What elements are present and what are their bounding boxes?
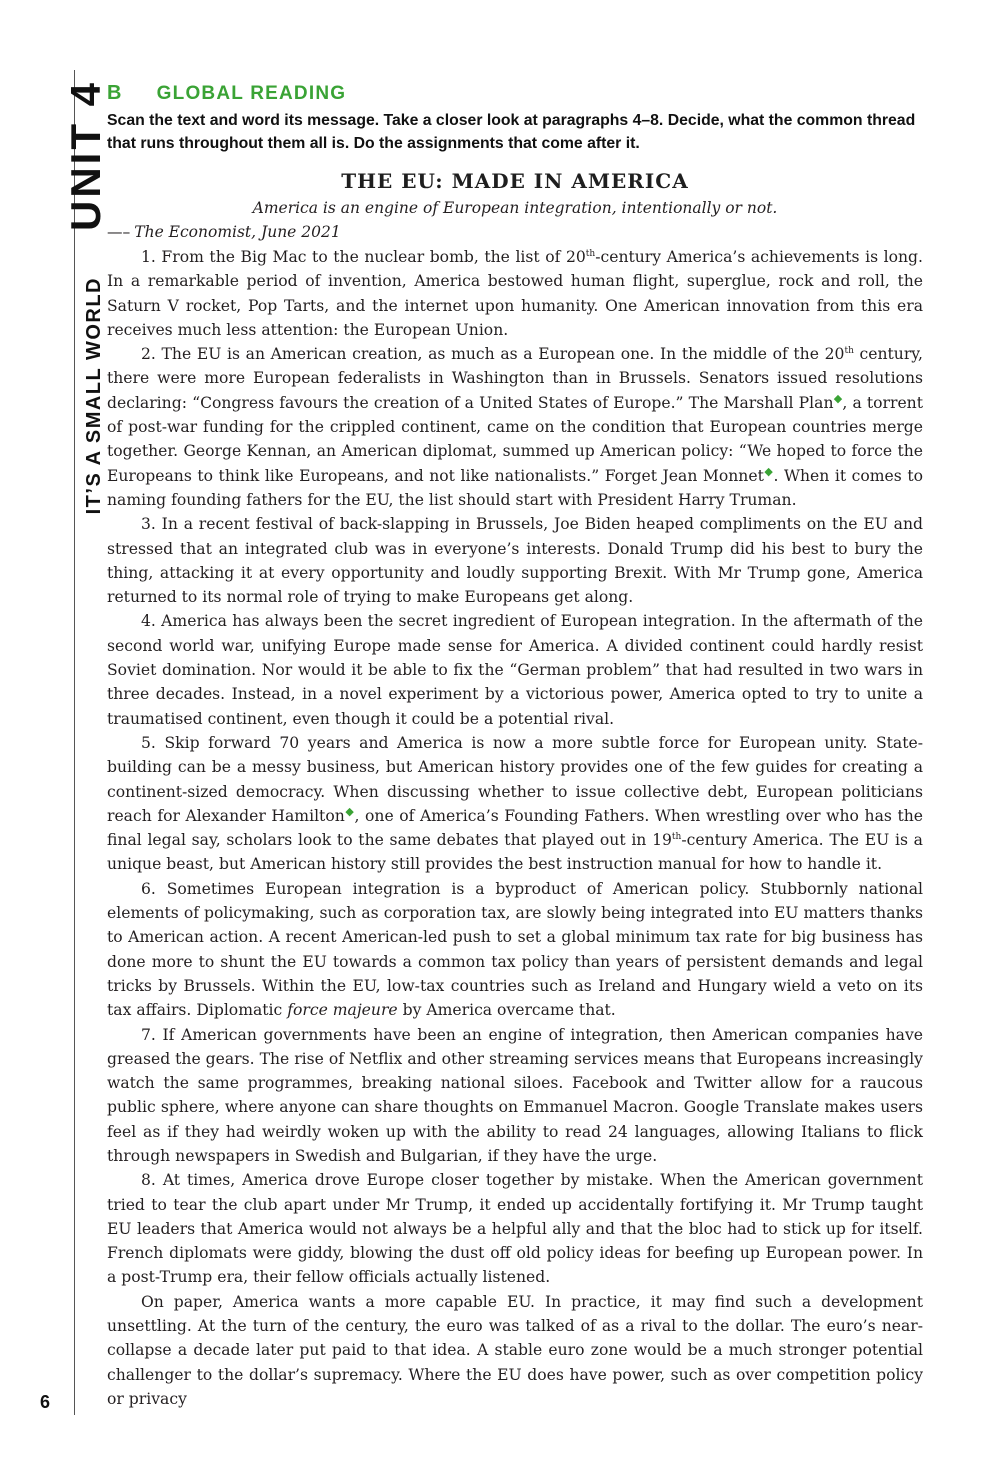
paragraph-text: 2. The EU is an American creation, as much as a European one. In the middle of the 20	[141, 345, 845, 364]
source-dash: —–	[107, 223, 131, 241]
paragraph-1	[107, 245, 923, 342]
paragraph-text: -century America. The EU is a unique beast, but American history still provides the best instruction manual for how to handle it.	[107, 831, 923, 874]
article-source	[107, 223, 923, 241]
section-title: GLOBAL READING	[156, 83, 347, 104]
page-number: 6	[40, 1392, 51, 1412]
paragraph-3: 3. In a recent festival of back-slapping in Brussels, Joe Biden heaped compliments on the EU and stressed that an integrated club was in everyone’s interests. Donald Trump did his best to bury the thing, attacking it at every opportunity and loudly supporting Brexit. With Mr Trump gone, America returned to its normal role of trying to make Europeans get along.	[107, 515, 923, 607]
paragraph-text: by America overcame that.	[397, 1001, 616, 1020]
section-letter: B	[107, 82, 123, 104]
paragraph-2	[107, 342, 923, 512]
paragraph-text: 6. Sometimes European integration is a byproduct of American policy. Stubbornly national elements of policymaking, such as corporation tax, are slowly being integrated into EU matters thanks to American action. A recent American-led push to set a global minimum tax rate for big business has done more to shunt the EU towards a common tax policy than years of persistent demands and legal tricks by Brussels. Within the EU, low-tax countries such as Ireland and Hungary wield a veto on its tax affairs. Diplomatic	[107, 879, 923, 1020]
article-subtitle: America is an engine of European integration, intentionally or not.	[252, 199, 778, 217]
glossary-diamond-icon: ◆	[833, 391, 843, 405]
section-heading	[107, 82, 923, 105]
source-text: The Economist, June 2021	[134, 223, 341, 241]
paragraph-text: 5. Skip forward 70 years and America is now a more subtle force for European unity. State-building can be a messy business, but American history provides one of the few guides for creating a continent-sized democracy. When discussing whether to issue collective debt, European politicians reach for Alexander Hamilton	[107, 733, 923, 825]
ordinal-superscript: th	[671, 831, 682, 842]
paragraph-text: , a torrent of post-war funding for the crippled continent, came on the condition that European countries merge together. George Kennan, an American diplomat, summed up American policy: “We hoped to force the Europeans to think like Europeans, and not like nationalists.” Forget Jean Monnet	[107, 393, 923, 485]
paragraph-4: 4. America has always been the secret ingredient of European integration. In the aftermath of the second world war, unifying Europe made sense for America. A divided continent could hardly resist Soviet domination. Nor would it be able to fix the “German problem” that had resulted in two wars in three decades. Instead, in a novel experiment by a victorious power, America opted to try to unite a traumatised continent, even though it could be a potential rival.	[107, 612, 923, 728]
italic-term: force majeure	[287, 1001, 398, 1020]
paragraph-7: 7. If American governments have been an engine of integration, then American companies have greased the gears. The rise of Netflix and other streaming services means that Europeans increasingly watch the same programmes, breaking national siloes. Facebook and Twitter allow for a raucous public sphere, where anyone can share thoughts on Emmanuel Macron. Google Translate makes users feel as if they had weirdly woken up with the ability to read 24 languages, allowing Italians to flick through newspapers in Swedish and Bulgarian, if they have the urge.	[107, 1025, 923, 1165]
paragraph-text: 1. From the Big Mac to the nuclear bomb, the list of 20	[141, 248, 586, 266]
paragraph-5	[107, 731, 923, 877]
paragraph-text: , one of America’s Founding Fathers. When wrestling over who has the final legal say, scholars look to the same debates that played out in 19	[107, 806, 923, 850]
ordinal-superscript: th	[585, 248, 596, 259]
paragraph-text: . When it comes to naming founding fathers for the EU, the list should start with President Harry Truman.	[107, 466, 923, 509]
article-title: THE EU: MADE IN AMERICA	[341, 169, 689, 193]
paragraph-9: On paper, America wants a more capable EU. In practice, it may find such a development unsettling. At the turn of the century, the euro was talked of as a rival to the dollar. The euro’s near-collapse a decade later put paid to that idea. A stable euro zone would be a much stronger potential challenger to the dollar’s supremacy. Where the EU does have power, such as over competition policy or privacy	[107, 1292, 923, 1408]
paragraph-6	[107, 877, 923, 1023]
paragraph-8: 8. At times, America drove Europe closer together by mistake. When the American government tried to tear the club apart under Mr Trump, it ended up accidentally fortifying it. Mr Trump taught EU leaders that America would not always be a helpful ally and that the bloc had to stick up for itself. French diplomats were giddy, blowing the dust off old policy ideas for beefing up European power. In a post-Trump era, their fellow officials actually listened.	[107, 1171, 923, 1287]
glossary-diamond-icon: ◆	[344, 804, 355, 818]
unit-header	[62, 80, 110, 514]
unit-label: UNIT 4	[62, 80, 109, 232]
page-content	[107, 82, 923, 1411]
task-instructions: Scan the text and word its message. Take a closer look at paragraphs 4–8. Decide, what the common thread that runs throughout them all is. Do the assignments that come after it.	[107, 112, 916, 152]
paragraph-text: century, there were more European federalists in Washington than in Brussels. Senators issued resolutions declaring: “Congress favours the creation of a United States of Europe.” The Marshall Plan	[107, 345, 923, 412]
unit-theme-label: IT’S A SMALL WORLD	[83, 277, 105, 515]
glossary-diamond-icon: ◆	[763, 464, 774, 478]
ordinal-superscript: th	[844, 346, 854, 356]
paragraph-text: -century America’s achievements is long. In a remarkable period of invention, America bestowed human flight, superglue, rock and roll, the Saturn V rocket, Pop Tarts, and the internet upon humanity. One American innovation from this era receives much less attention: the European Union.	[107, 248, 923, 339]
